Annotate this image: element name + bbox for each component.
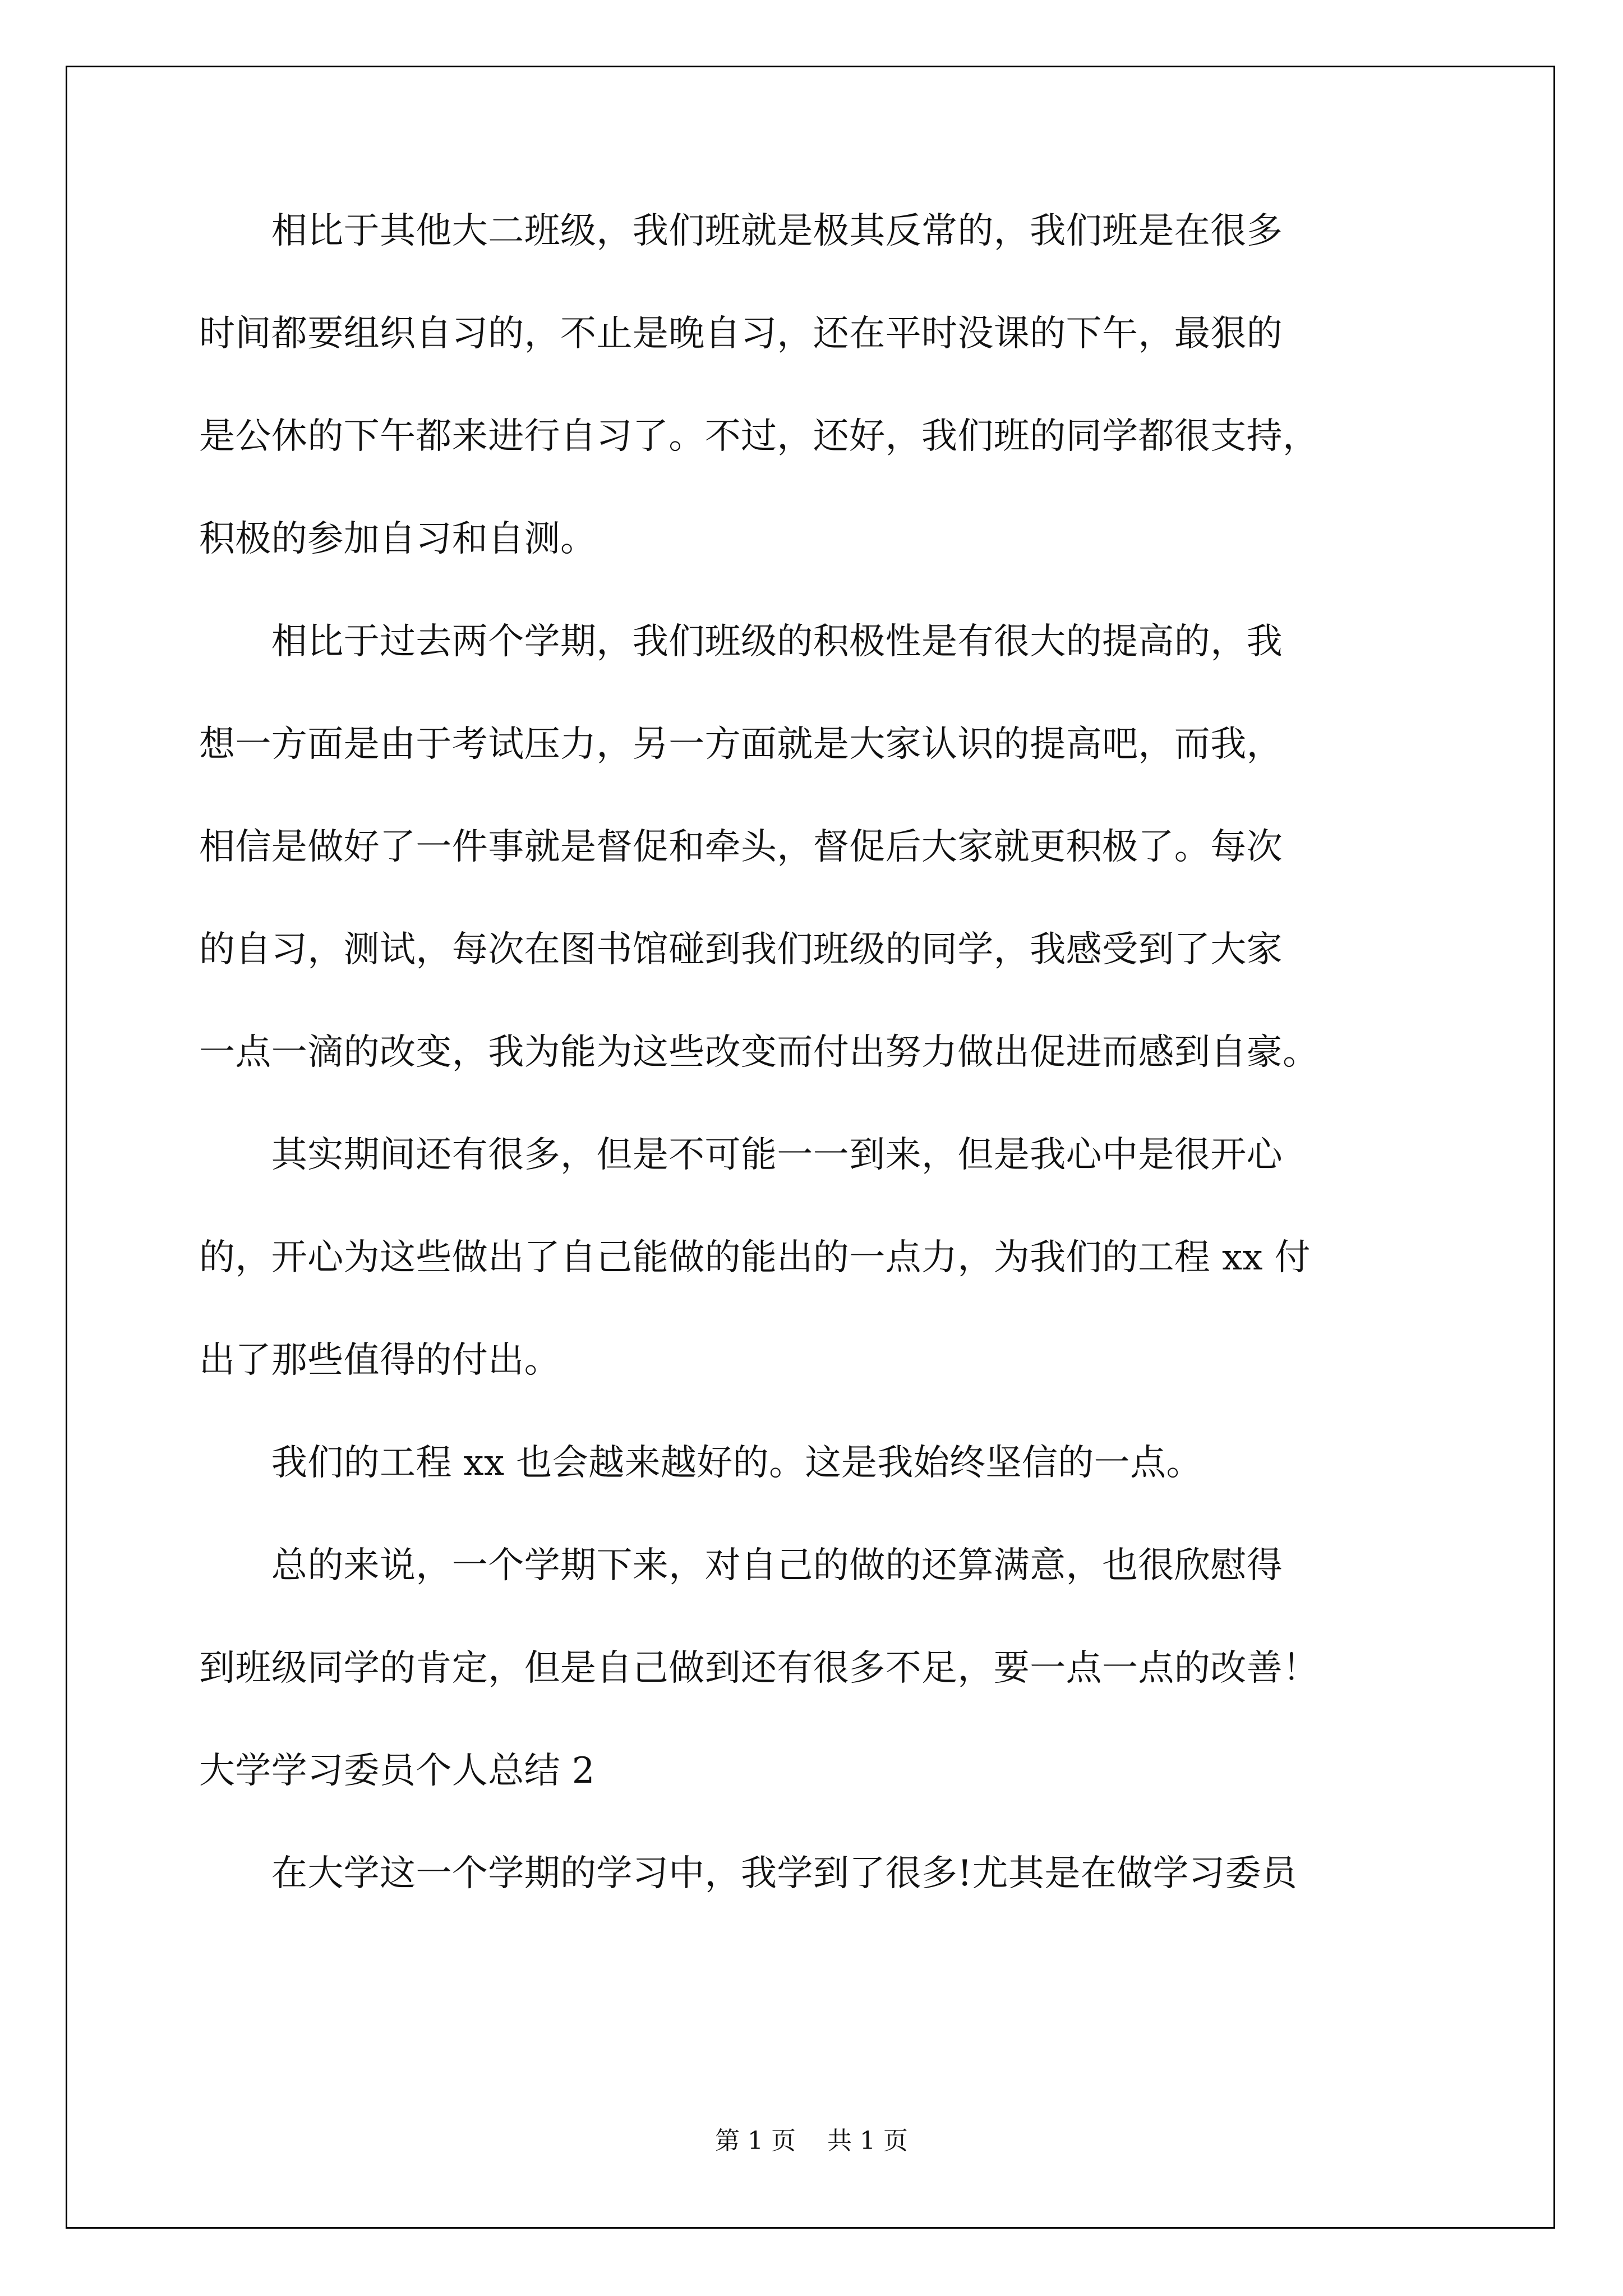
page-footer: 第 1 页 共 1 页 [715, 2127, 908, 2155]
text-line-8: 的自习，测试，每次在图书馆碰到我们班级的同学，我感受到了大家 [199, 929, 1283, 970]
text-line-12: 出了那些值得的付出。 [199, 1340, 560, 1381]
text-line-17: 在大学这一个学期的学习中，我学到了很多!尤其是在做学习委员 [199, 1853, 1298, 1894]
text-line-15: 到班级同学的肯定，但是自己做到还有很多不足，要一点一点的改善！ [199, 1648, 1319, 1689]
section-heading: 大学学习委员个人总结 2 [199, 1750, 595, 1792]
text-line-4: 积极的参加自习和自测。 [199, 518, 597, 560]
text-line-13: 我们的工程 xx 也会越来越好的。这是我始终坚信的一点。 [199, 1442, 1202, 1484]
text-line-14: 总的来说，一个学期下来，对自己的做的还算满意，也很欣慰得 [199, 1545, 1283, 1586]
text-line-5: 相比于过去两个学期，我们班级的积极性是有很大的提高的，我 [199, 621, 1283, 662]
text-line-2: 时间都要组织自习的，不止是晚自习，还在平时没课的下午，最狠的 [199, 313, 1283, 355]
text-line-6: 想一方面是由于考试压力，另一方面就是大家认识的提高吧，而我， [199, 724, 1283, 765]
text-line-10: 其实期间还有很多，但是不可能一一到来，但是我心中是很开心 [199, 1134, 1283, 1176]
text-line-7: 相信是做好了一件事就是督促和牵头，督促后大家就更积极了。每次 [199, 826, 1283, 868]
text-line-11: 的，开心为这些做出了自己能做的能出的一点力，为我们的工程 xx 付 [199, 1237, 1311, 1278]
text-line-3: 是公休的下午都来进行自习了。不过，还好，我们班的同学都很支持， [199, 416, 1319, 457]
text-line-1: 相比于其他大二班级，我们班就是极其反常的，我们班是在很多 [199, 210, 1283, 252]
text-line-9: 一点一滴的改变，我为能为这些改变而付出努力做出促进而感到自豪。 [199, 1032, 1319, 1073]
